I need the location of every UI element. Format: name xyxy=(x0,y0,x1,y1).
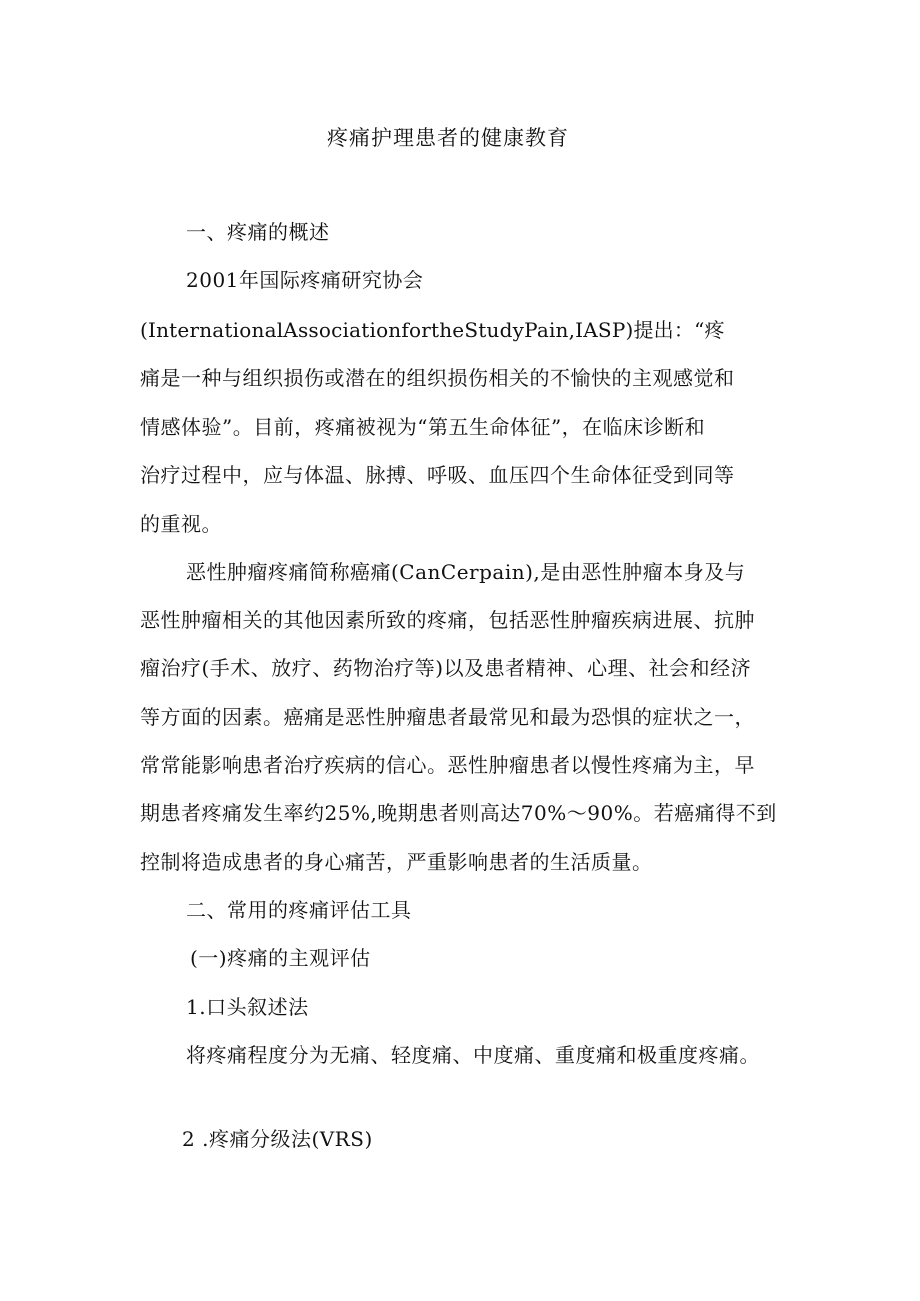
paragraph-line: 痛是一种与组织损伤或潜在的组织损伤相关的不愉快的主观感觉和 xyxy=(140,366,735,390)
paragraph-line: 恶性肿瘤疼痛简称癌痛(CanCerpain),是由恶性肿瘤本身及与 xyxy=(186,560,746,584)
paragraph-line: 等方面的因素。癌痛是恶性肿瘤患者最常见和最为恐惧的症状之一， xyxy=(140,705,755,729)
paragraph-line: 恶性肿瘤相关的其他因素所致的疼痛，包括恶性肿瘤疾病进展、抗肿 xyxy=(140,608,755,632)
paragraph-line: 2001年国际疼痛研究协会 xyxy=(186,268,424,292)
section-heading-assessment-tools: 二、常用的疼痛评估工具 xyxy=(186,898,412,922)
paragraph-line: 情感体验”。目前，疼痛被视为“第五生命体征”，在临床诊断和 xyxy=(140,415,706,439)
item-heading-vrs: 2 .疼痛分级法(VRS) xyxy=(182,1127,373,1151)
paragraph-line: 治疗过程中，应与体温、脉搏、呼吸、血压四个生命体征受到同等 xyxy=(140,463,735,487)
paragraph-line: 期患者疼痛发生率约25%,晚期患者则高达70%～90%。若癌痛得不到 xyxy=(140,801,777,825)
paragraph-line: 瘤治疗(手术、放疗、药物治疗等)以及患者精神、心理、社会和经济 xyxy=(140,656,752,680)
item-heading-verbal: 1.口头叙述法 xyxy=(186,995,309,1019)
subsection-heading-subjective: (一)疼痛的主观评估 xyxy=(190,946,371,970)
paragraph-line: (InternationalAssociationfortheStudyPain,IASP)提出：“疼 xyxy=(140,318,725,342)
section-heading-overview: 一、疼痛的概述 xyxy=(186,220,330,244)
paragraph-line: 控制将造成患者的身心痛苦，严重影响患者的生活质量。 xyxy=(140,850,653,874)
paragraph-line: 常常能影响患者治疗疾病的信心。恶性肿瘤患者以慢性疼痛为主，早 xyxy=(140,753,755,777)
document-title: 疼痛护理患者的健康教育 xyxy=(327,126,569,150)
paragraph-line: 的重视。 xyxy=(140,512,222,536)
item-text-verbal: 将疼痛程度分为无痛、轻度痛、中度痛、重度痛和极重度疼痛。 xyxy=(186,1043,760,1067)
